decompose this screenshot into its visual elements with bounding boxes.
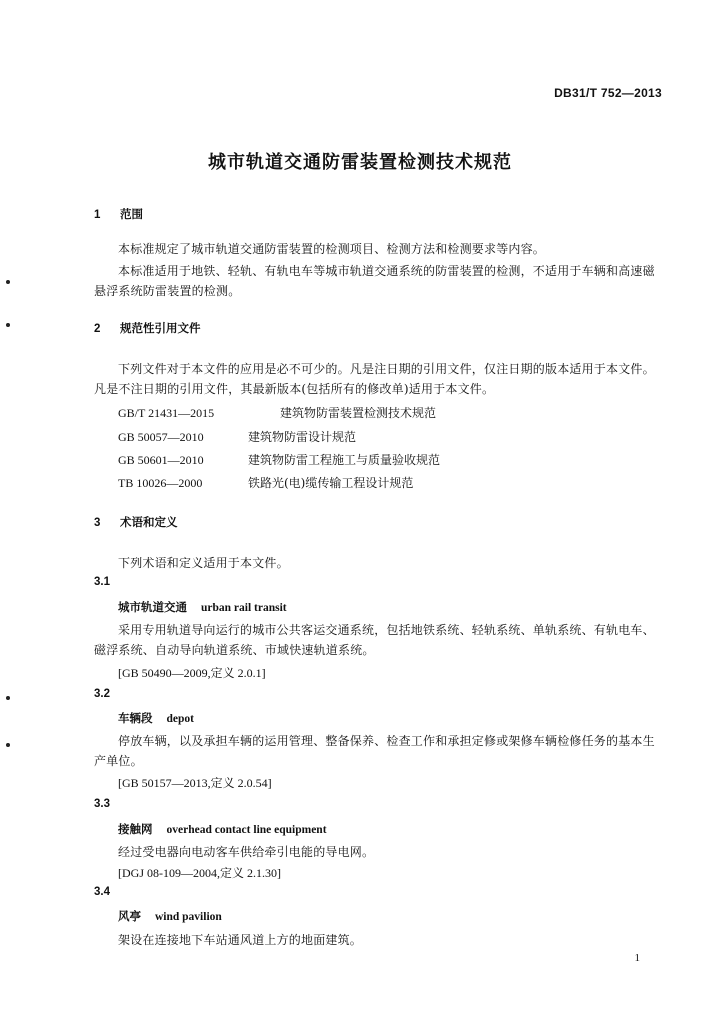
section-title: 规范性引用文件 [120,321,201,335]
term-zh: 风亭 [118,909,141,923]
reference-code: GB 50057—2010 [118,430,204,444]
reference-code: GB/T 21431—2015 [118,406,215,420]
document-title: 城市轨道交通防雷装置检测技术规范 [208,152,512,173]
scan-mark [6,280,10,284]
term-en: wind pavilion [155,911,222,923]
term-en: urban rail transit [201,602,287,614]
section-title: 术语和定义 [120,515,178,529]
section-title: 范围 [120,207,143,221]
term-definition: 经过受电器向电动客车供给牵引电能的导电网。 [118,845,375,859]
scan-mark [6,323,10,327]
section-3-intro: 下列术语和定义适用于本文件。 [118,556,289,570]
section-2-intro: 下列文件对于本文件的应用是必不可少的。凡是注日期的引用文件，仅注日期的版本适用于本文件。凡是不注日期的引用文件，其最新版本(包括所有的修改单)适用于本文件。 [94,362,655,396]
term-heading [118,710,194,726]
term-definition: 采用专用轨道导向运行的城市公共客运交通系统，包括地铁系统、轻轨系统、单轨系统、有轨电车、磁浮系统、自动导向轨道系统、市域快速轨道系统。 [94,623,655,657]
reference-title: 建筑物防雷设计规范 [248,430,357,444]
page-number: 1 [634,952,640,964]
section-number: 2 [94,323,101,335]
reference-item [118,404,436,421]
term-source: [GB 50157—2013,定义 2.0.54] [118,776,272,790]
term-heading [118,599,287,615]
term-zh: 接触网 [118,822,153,836]
reference-code: GB 50601—2010 [118,453,204,467]
section-1-heading [94,206,143,222]
standard-code: DB31/T 752—2013 [554,86,662,100]
term-source: [DGJ 08-109—2004,定义 2.1.30] [118,866,281,880]
section-2-heading [94,320,201,336]
reference-title: 建筑物防雷装置检测技术规范 [280,406,437,420]
term-heading [118,821,327,837]
term-heading [118,908,222,924]
section-1-paragraph-2: 本标准适用于地铁、轻轨、有轨电车等城市轨道交通系统的防雷装置的检测，不适用于车辆和高速磁悬浮系统防雷装置的检测。 [94,264,655,298]
scan-mark [6,696,10,700]
reference-item [118,474,413,491]
scan-mark [6,743,10,747]
term-number: 3.3 [94,798,110,810]
term-zh: 车辆段 [118,711,153,725]
section-3-heading [94,514,178,530]
term-source: [GB 50490—2009,定义 2.0.1] [118,666,266,680]
reference-item [118,428,356,445]
term-en: depot [166,713,194,725]
term-number: 3.4 [94,886,110,898]
term-number: 3.2 [94,688,110,700]
reference-item [118,451,440,468]
reference-code: TB 10026—2000 [118,476,203,490]
section-number: 3 [94,517,101,529]
term-en: overhead contact line equipment [166,824,327,836]
term-number: 3.1 [94,576,110,588]
term-definition: 停放车辆，以及承担车辆的运用管理、整备保养、检查工作和承担定修或架修车辆检修任务的基本生产单位。 [94,734,655,768]
term-definition: 架设在连接地下车站通风道上方的地面建筑。 [118,933,363,947]
term-zh: 城市轨道交通 [118,600,187,614]
section-1-paragraph-1: 本标准规定了城市轨道交通防雷装置的检测项目、检测方法和检测要求等内容。 [118,242,546,256]
reference-title: 建筑物防雷工程施工与质量验收规范 [248,453,441,467]
section-number: 1 [94,209,101,221]
reference-title: 铁路光(电)缆传输工程设计规范 [248,476,414,490]
